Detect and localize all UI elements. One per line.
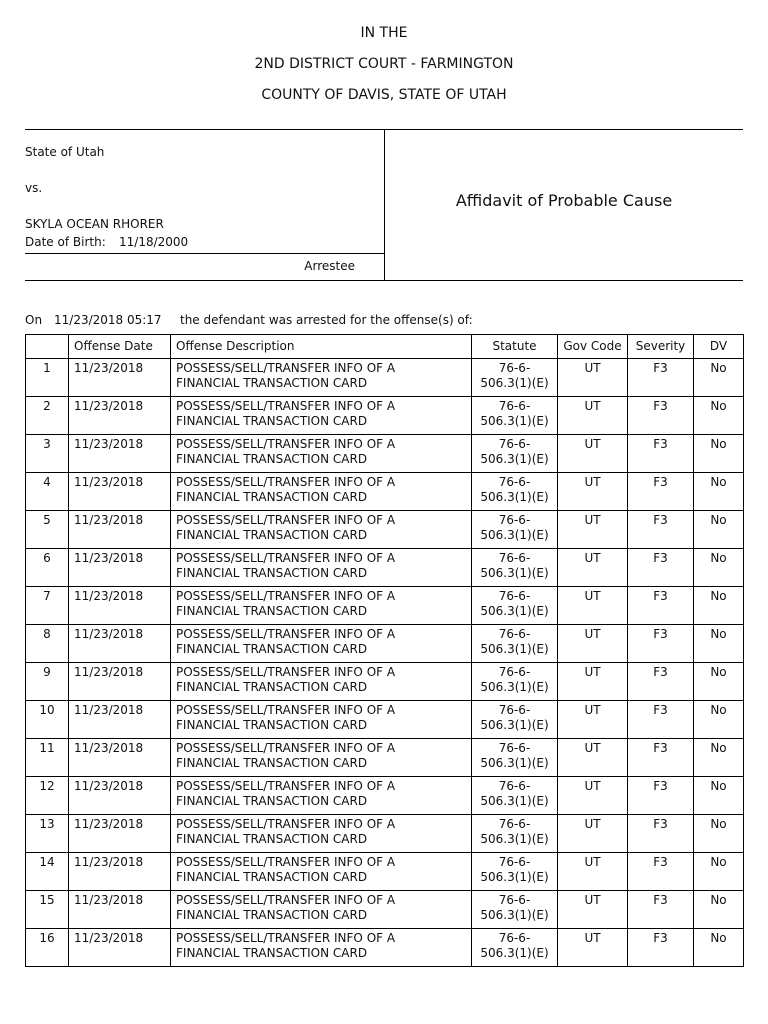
offense-statute: 76-6- 506.3(1)(E) (472, 739, 558, 777)
offense-statute: 76-6- 506.3(1)(E) (472, 587, 558, 625)
offense-dv: No (694, 891, 744, 929)
offense-gov-code: UT (558, 587, 628, 625)
offense-gov-code: UT (558, 397, 628, 435)
offense-gov-code: UT (558, 473, 628, 511)
offense-gov-code: UT (558, 815, 628, 853)
offense-severity: F3 (628, 853, 694, 891)
offense-gov-code: UT (558, 777, 628, 815)
offense-number: 4 (26, 473, 69, 511)
table-row (26, 587, 744, 625)
table-row (26, 359, 744, 397)
offenses-table (25, 334, 744, 967)
offense-severity: F3 (628, 473, 694, 511)
table-row (26, 891, 744, 929)
offense-statute: 76-6- 506.3(1)(E) (472, 853, 558, 891)
offense-description: POSSESS/SELL/TRANSFER INFO OF A FINANCIAL TRANSACTION CARD (171, 625, 472, 663)
offense-severity: F3 (628, 435, 694, 473)
offense-gov-code: UT (558, 739, 628, 777)
offense-description: POSSESS/SELL/TRANSFER INFO OF A FINANCIAL TRANSACTION CARD (171, 587, 472, 625)
header-number (26, 335, 69, 359)
offense-statute: 76-6- 506.3(1)(E) (472, 435, 558, 473)
offense-statute: 76-6- 506.3(1)(E) (472, 815, 558, 853)
offense-number: 8 (26, 625, 69, 663)
offense-gov-code: UT (558, 701, 628, 739)
offense-gov-code: UT (558, 625, 628, 663)
offense-dv: No (694, 549, 744, 587)
offense-gov-code: UT (558, 435, 628, 473)
offense-number: 11 (26, 739, 69, 777)
offense-dv: No (694, 739, 744, 777)
caption-divider (25, 253, 384, 254)
offense-description: POSSESS/SELL/TRANSFER INFO OF A FINANCIAL TRANSACTION CARD (171, 397, 472, 435)
header-statute: Statute (472, 335, 558, 359)
table-row (26, 625, 744, 663)
offense-number: 12 (26, 777, 69, 815)
plaintiff-name: State of Utah (25, 145, 105, 159)
offense-gov-code: UT (558, 511, 628, 549)
offense-dv: No (694, 587, 744, 625)
offense-gov-code: UT (558, 663, 628, 701)
offense-statute: 76-6- 506.3(1)(E) (472, 473, 558, 511)
offense-severity: F3 (628, 663, 694, 701)
arrest-datetime: 11/23/2018 05:17 (54, 313, 162, 327)
offense-number: 16 (26, 929, 69, 967)
offense-number: 7 (26, 587, 69, 625)
header-offense-date: Offense Date (69, 335, 171, 359)
offense-date: 11/23/2018 (69, 473, 171, 511)
table-row (26, 397, 744, 435)
offense-severity: F3 (628, 739, 694, 777)
offense-number: 6 (26, 549, 69, 587)
offense-dv: No (694, 663, 744, 701)
offense-severity: F3 (628, 701, 694, 739)
offense-description: POSSESS/SELL/TRANSFER INFO OF A FINANCIAL TRANSACTION CARD (171, 359, 472, 397)
caption-parties (25, 130, 385, 280)
offense-description: POSSESS/SELL/TRANSFER INFO OF A FINANCIAL TRANSACTION CARD (171, 929, 472, 967)
offense-date: 11/23/2018 (69, 701, 171, 739)
offense-dv: No (694, 853, 744, 891)
offense-date: 11/23/2018 (69, 929, 171, 967)
offense-date: 11/23/2018 (69, 397, 171, 435)
offense-number: 3 (26, 435, 69, 473)
offense-date: 11/23/2018 (69, 739, 171, 777)
offense-description: POSSESS/SELL/TRANSFER INFO OF A FINANCIAL TRANSACTION CARD (171, 853, 472, 891)
offense-date: 11/23/2018 (69, 891, 171, 929)
offense-description: POSSESS/SELL/TRANSFER INFO OF A FINANCIAL TRANSACTION CARD (171, 739, 472, 777)
offense-statute: 76-6- 506.3(1)(E) (472, 929, 558, 967)
offense-severity: F3 (628, 777, 694, 815)
offense-number: 1 (26, 359, 69, 397)
offense-description: POSSESS/SELL/TRANSFER INFO OF A FINANCIAL TRANSACTION CARD (171, 663, 472, 701)
offense-severity: F3 (628, 549, 694, 587)
offense-description: POSSESS/SELL/TRANSFER INFO OF A FINANCIAL TRANSACTION CARD (171, 777, 472, 815)
offense-number: 2 (26, 397, 69, 435)
offense-date: 11/23/2018 (69, 777, 171, 815)
offense-gov-code: UT (558, 891, 628, 929)
document-title: Affidavit of Probable Cause (455, 190, 673, 210)
court-heading-line1: IN THE (360, 25, 408, 41)
table-row (26, 815, 744, 853)
offense-description: POSSESS/SELL/TRANSFER INFO OF A FINANCIAL TRANSACTION CARD (171, 549, 472, 587)
offense-statute: 76-6- 506.3(1)(E) (472, 777, 558, 815)
header-dv: DV (694, 335, 744, 359)
offense-dv: No (694, 511, 744, 549)
offense-date: 11/23/2018 (69, 663, 171, 701)
offense-dv: No (694, 815, 744, 853)
table-header-row (26, 335, 744, 359)
offense-dv: No (694, 359, 744, 397)
offense-date: 11/23/2018 (69, 511, 171, 549)
offense-date: 11/23/2018 (69, 587, 171, 625)
offense-date: 11/23/2018 (69, 853, 171, 891)
offense-gov-code: UT (558, 929, 628, 967)
dob-value: 11/18/2000 (119, 235, 189, 249)
versus-label: vs. (25, 181, 43, 195)
offense-description: POSSESS/SELL/TRANSFER INFO OF A FINANCIAL TRANSACTION CARD (171, 891, 472, 929)
offense-number: 14 (26, 853, 69, 891)
offense-date: 11/23/2018 (69, 359, 171, 397)
dob-label: Date of Birth: (25, 235, 106, 249)
court-heading-line3: COUNTY OF DAVIS, STATE OF UTAH (261, 87, 507, 103)
offense-dv: No (694, 397, 744, 435)
table-row (26, 739, 744, 777)
defendant-name: SKYLA OCEAN RHORER (25, 217, 164, 231)
table-row (26, 435, 744, 473)
offense-description: POSSESS/SELL/TRANSFER INFO OF A FINANCIAL TRANSACTION CARD (171, 435, 472, 473)
table-row (26, 511, 744, 549)
offense-severity: F3 (628, 891, 694, 929)
offense-statute: 76-6- 506.3(1)(E) (472, 701, 558, 739)
offense-date: 11/23/2018 (69, 549, 171, 587)
table-row (26, 929, 744, 967)
offense-number: 10 (26, 701, 69, 739)
offense-statute: 76-6- 506.3(1)(E) (472, 511, 558, 549)
header-severity: Severity (628, 335, 694, 359)
offense-number: 5 (26, 511, 69, 549)
case-caption (25, 129, 743, 281)
offense-date: 11/23/2018 (69, 815, 171, 853)
offense-severity: F3 (628, 587, 694, 625)
offense-severity: F3 (628, 929, 694, 967)
offense-number: 9 (26, 663, 69, 701)
offense-statute: 76-6- 506.3(1)(E) (472, 663, 558, 701)
offense-statute: 76-6- 506.3(1)(E) (472, 891, 558, 929)
offense-description: POSSESS/SELL/TRANSFER INFO OF A FINANCIAL TRANSACTION CARD (171, 815, 472, 853)
offense-severity: F3 (628, 511, 694, 549)
table-row (26, 777, 744, 815)
offense-dv: No (694, 777, 744, 815)
caption-title-box (385, 130, 743, 280)
table-row (26, 701, 744, 739)
offense-date: 11/23/2018 (69, 435, 171, 473)
offense-dv: No (694, 473, 744, 511)
offense-gov-code: UT (558, 359, 628, 397)
offense-gov-code: UT (558, 853, 628, 891)
table-row (26, 549, 744, 587)
offense-number: 15 (26, 891, 69, 929)
offense-statute: 76-6- 506.3(1)(E) (472, 359, 558, 397)
offense-dv: No (694, 435, 744, 473)
offense-statute: 76-6- 506.3(1)(E) (472, 625, 558, 663)
offense-dv: No (694, 701, 744, 739)
header-offense-description: Offense Description (171, 335, 472, 359)
offense-severity: F3 (628, 397, 694, 435)
offense-description: POSSESS/SELL/TRANSFER INFO OF A FINANCIAL TRANSACTION CARD (171, 511, 472, 549)
table-row (26, 663, 744, 701)
header-gov-code: Gov Code (558, 335, 628, 359)
offense-statute: 76-6- 506.3(1)(E) (472, 549, 558, 587)
intro-text: the defendant was arrested for the offense(s) of: (180, 313, 473, 327)
offense-date: 11/23/2018 (69, 625, 171, 663)
offense-dv: No (694, 625, 744, 663)
offense-number: 13 (26, 815, 69, 853)
offense-severity: F3 (628, 359, 694, 397)
offense-severity: F3 (628, 625, 694, 663)
offense-description: POSSESS/SELL/TRANSFER INFO OF A FINANCIAL TRANSACTION CARD (171, 473, 472, 511)
offense-description: POSSESS/SELL/TRANSFER INFO OF A FINANCIAL TRANSACTION CARD (171, 701, 472, 739)
offense-severity: F3 (628, 815, 694, 853)
offense-statute: 76-6- 506.3(1)(E) (472, 397, 558, 435)
court-heading-line2: 2ND DISTRICT COURT - FARMINGTON (254, 56, 514, 72)
offense-dv: No (694, 929, 744, 967)
table-row (26, 473, 744, 511)
intro-prefix: On (25, 313, 43, 327)
table-row (26, 853, 744, 891)
offense-gov-code: UT (558, 549, 628, 587)
role-label: Arrestee (304, 259, 355, 273)
